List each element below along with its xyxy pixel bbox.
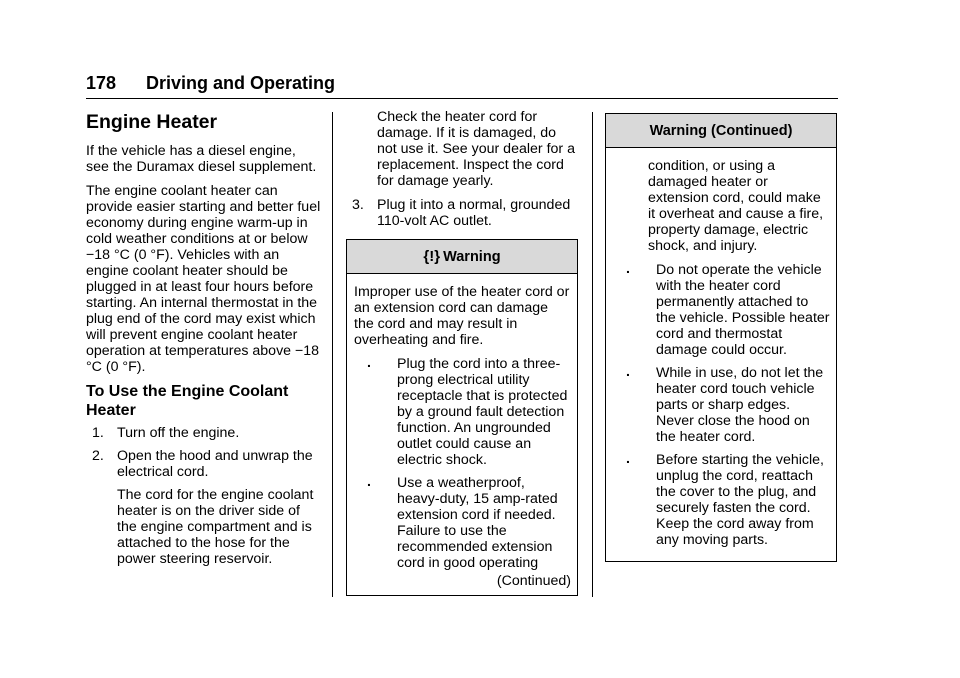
column-right xyxy=(605,113,838,562)
warning-title: Warning xyxy=(443,248,501,265)
step-detail: The cord for the engine coolant heater is on the driver side of the engine compartment and is attached to the hose for the power steering reservoir. xyxy=(117,487,314,567)
step-text: Turn off the engine. xyxy=(117,425,240,441)
column-divider xyxy=(592,112,593,597)
bullet-text: While in use, do not let the heater cord touch vehicle parts or sharp edges. Never close the hood on the heater cord. xyxy=(656,365,824,445)
page-number: 178 xyxy=(86,73,117,93)
warning-body xyxy=(606,148,836,561)
step-item xyxy=(86,448,322,480)
section-heading: Engine Heater xyxy=(86,111,218,133)
warning-lead: condition, or using a damaged heater or extension cord, could make it overheat and cause a fire, property damage, electric shock, and injury. xyxy=(648,158,824,254)
section-title: Driving and Operating xyxy=(146,73,336,93)
bullet-marker: . xyxy=(626,364,630,380)
step-text: Open the hood and unwrap the electrical cord. xyxy=(117,448,313,480)
bullet-marker: . xyxy=(626,261,630,277)
step-item xyxy=(346,197,578,229)
column-middle xyxy=(346,109,578,596)
paragraph: If the vehicle has a diesel engine, see the Duramax diesel supplement. xyxy=(86,143,317,175)
subsection-heading: To Use the Engine Coolant Heater xyxy=(86,383,289,419)
bullet-text: Do not operate the vehicle with the heater cord permanently attached to the vehicle. Possible heater cord and thermostat damage could occur. xyxy=(656,262,830,358)
step-item xyxy=(86,425,322,441)
warning-body xyxy=(347,274,577,595)
continued-label: (Continued) xyxy=(496,573,571,589)
step-number: 3. xyxy=(352,197,364,213)
bullet-marker: . xyxy=(367,474,371,490)
warning-box-continued xyxy=(605,113,837,562)
warning-header xyxy=(347,240,577,274)
warning-icon: {!} xyxy=(423,247,441,265)
warning-box xyxy=(346,239,578,596)
paragraph: The engine coolant heater can provide easier starting and better fuel economy during engine warm-up in cold weather conditions at or below −18 °C (0 °F). Vehicles with an engine coolant heater should be plugged in at least four hours before starting. An internal thermostat in the plug end of the cord may exist which will prevent engine coolant heater operation at temperatures above −18 °C (0 °F). xyxy=(86,183,321,375)
warning-bullet xyxy=(354,356,571,468)
step-text: Plug it into a normal, grounded 110-volt AC outlet. xyxy=(377,197,571,229)
step-number: 2. xyxy=(92,448,104,464)
column-left xyxy=(86,109,322,575)
warning-bullet xyxy=(354,475,571,571)
warning-bullet xyxy=(613,452,830,548)
warning-header xyxy=(606,114,836,148)
warning-bullet xyxy=(613,365,830,445)
bullet-text: Use a weatherproof, heavy-duty, 15 amp-rated extension cord if needed. Failure to use the recommended extension cord in good operating xyxy=(397,475,558,571)
bullet-marker: . xyxy=(367,355,371,371)
bullet-marker: . xyxy=(626,451,630,467)
column-divider xyxy=(332,112,333,597)
warning-title: Warning (Continued) xyxy=(649,122,793,139)
warning-bullet xyxy=(613,262,830,358)
step-detail: Check the heater cord for damage. If it is damaged, do not use it. See your dealer for a replacement. Inspect the cord for damage yearly. xyxy=(377,109,575,189)
step-number: 1. xyxy=(92,425,104,441)
bullet-text: Plug the cord into a three-prong electrical utility receptacle that is protected by a ground fault detection function. An ungrounded outlet could cause an electric shock. xyxy=(397,356,568,468)
page-header xyxy=(86,70,838,99)
warning-intro: Improper use of the heater cord or an extension cord can damage the cord and may result in overheating and fire. xyxy=(354,284,570,348)
bullet-text: Before starting the vehicle, unplug the cord, reattach the cover to the plug, and securely fasten the cord. Keep the cord away from any moving parts. xyxy=(656,452,824,548)
